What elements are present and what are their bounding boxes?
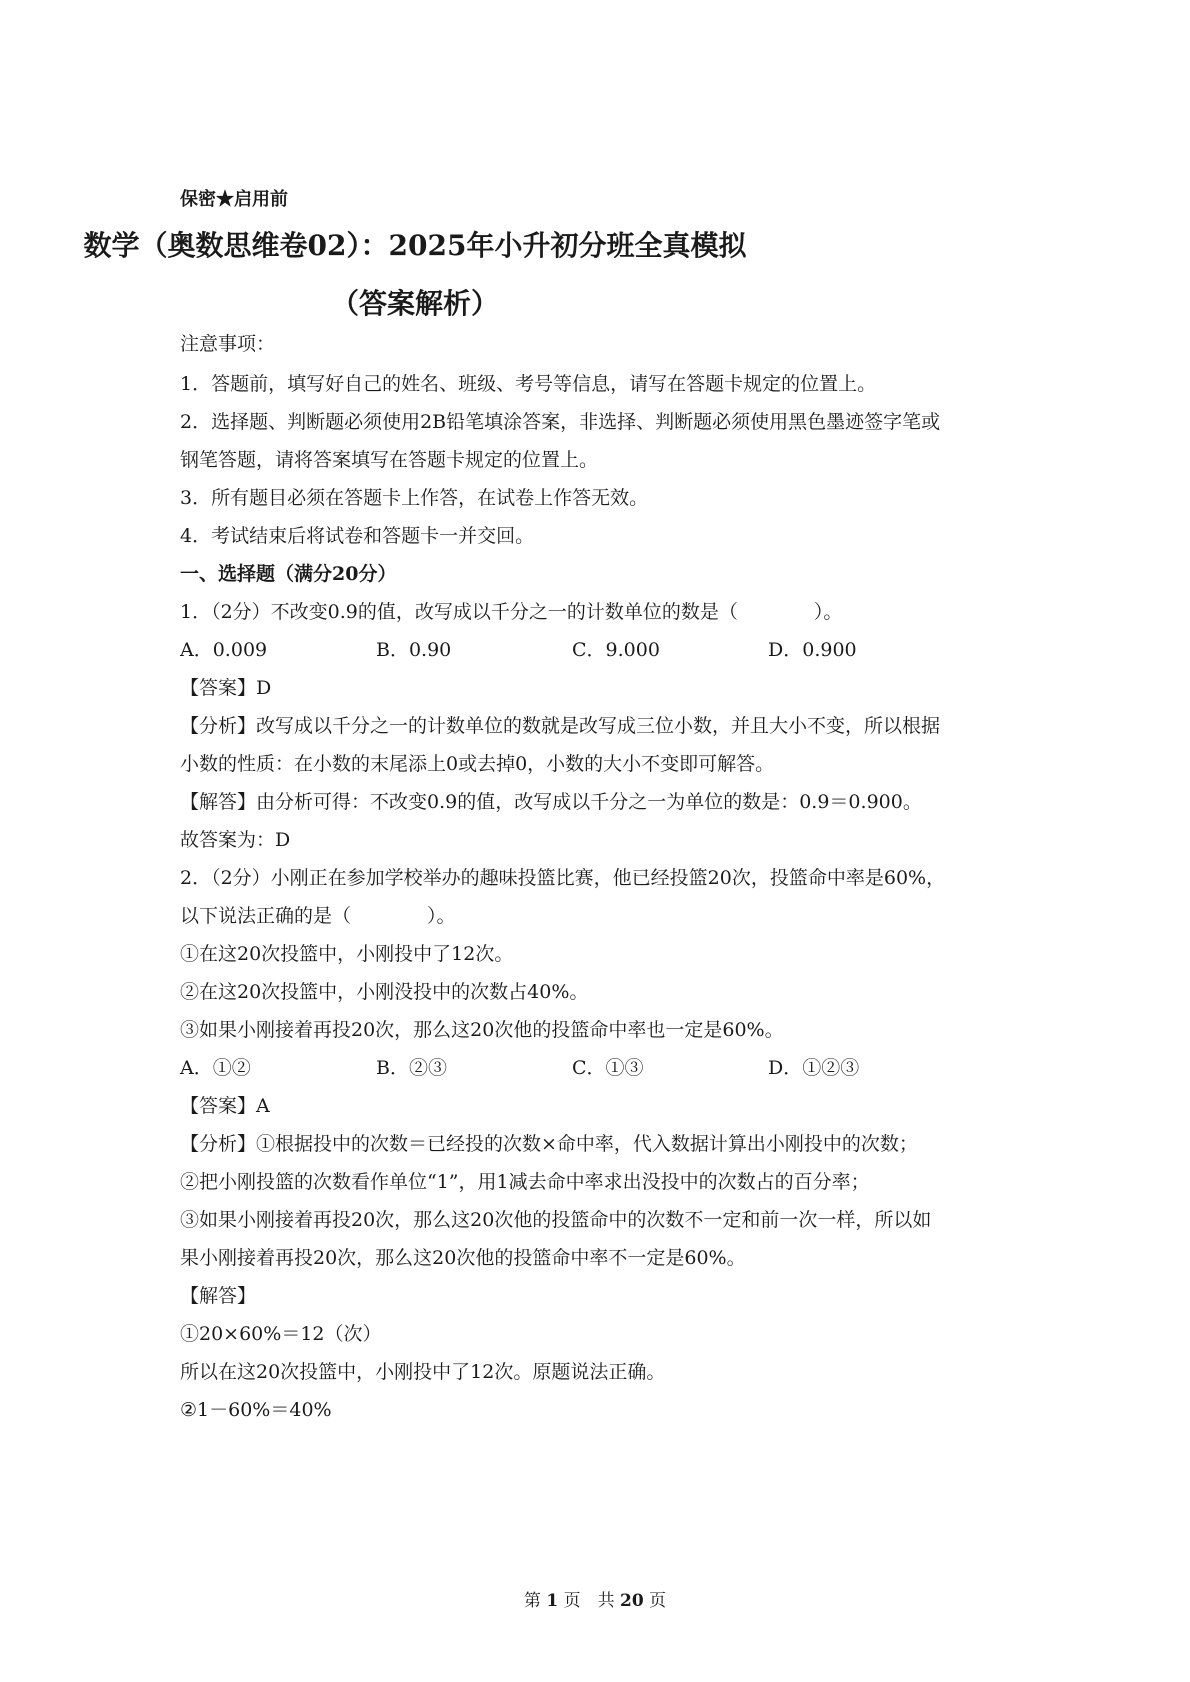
q2-answer: 【答案】A [180,1095,270,1117]
q2-statement: ②在这20次投篮中，小刚没投中的次数占40%。 [180,981,589,1003]
q1-solution: 【解答】由分析可得：不改变0.9的值，改写成以千分之一为单位的数是：0.9＝0.900。 [180,791,922,813]
q2-option-a: A．①② [180,1057,251,1079]
q1-option-c: C．9.000 [572,639,660,661]
footer-middle: 页 共 [563,1591,615,1611]
q1-analysis: 【分析】改写成以千分之一的计数单位的数就是改写成三位小数，并且大小不变，所以根据 [180,715,941,737]
note-item: 3．所有题目必须在答题卡上作答，在试卷上作答无效。 [180,487,649,509]
q2-analysis: ③如果小刚接着再投20次，那么这20次他的投篮命中的次数不一定和前一次一样，所以如 [180,1209,932,1231]
q2-solution: ①20×60%＝12（次） [180,1323,382,1345]
note-item: 钢笔答题，请将答案填写在答题卡规定的位置上。 [180,449,599,471]
confidential-label: 保密★启用前 [180,189,288,210]
q1-stem: 1．（2分）不改变0.9的值，改写成以千分之一的计数单位的数是（ ）。 [180,601,843,623]
note-item: 4．考试结束后将试卷和答题卡一并交回。 [180,525,535,547]
doc-title: 数学（奥数思维卷02）：2025年小升初分班全真模拟 [83,229,747,262]
footer-page-number: 1 [546,1591,559,1611]
q2-solution: ②1－60%＝40% [180,1399,332,1421]
q1-analysis: 小数的性质：在小数的末尾添上0或去掉0，小数的大小不变即可解答。 [180,753,775,775]
q2-analysis: 果小刚接着再投20次，那么这20次他的投篮命中率不一定是60%。 [180,1247,746,1269]
notes-heading: 注意事项： [180,333,276,355]
q2-statement: ③如果小刚接着再投20次，那么这20次他的投篮命中率也一定是60%。 [180,1019,784,1041]
note-item: 2．选择题、判断题必须使用2B铅笔填涂答案，非选择、判断题必须使用黑色墨迹签字笔或 [180,411,941,433]
q2-option-d: D．①②③ [768,1057,860,1079]
page-footer [0,1586,1190,1611]
q2-analysis: ②把小刚投篮的次数看作单位“1”，用1减去命中率求出没投中的次数占的百分率； [180,1171,870,1193]
q2-statement: ①在这20次投篮中，小刚投中了12次。 [180,943,514,965]
q1-answer: 【答案】D [180,677,272,699]
q2-analysis: 【分析】①根据投中的次数＝已经投的次数×命中率，代入数据计算出小刚投中的次数； [180,1133,918,1155]
q1-option-a: A．0.009 [180,639,268,661]
footer-suffix: 页 [649,1591,667,1611]
footer-total-pages: 20 [619,1591,644,1611]
q1-option-b: B．0.90 [376,639,452,661]
q2-solution: 所以在这20次投篮中，小刚投中了12次。原题说法正确。 [180,1361,666,1383]
q1-option-d: D．0.900 [768,639,857,661]
note-item: 1．答题前，填写好自己的姓名、班级、考号等信息，请写在答题卡规定的位置上。 [180,373,877,395]
section-title: 一、选择题（满分20分） [180,563,397,585]
doc-subtitle: （答案解析） [330,287,499,320]
q2-stem: 以下说法正确的是（ ）。 [180,905,456,927]
q2-solution: 【解答】 [180,1285,257,1307]
q1-solution: 故答案为：D [180,829,291,851]
q2-stem: 2．（2分）小刚正在参加学校举办的趣味投篮比赛，他已经投篮20次，投篮命中率是60%， [180,867,946,889]
q2-option-c: C．①③ [572,1057,644,1079]
footer-prefix: 第 [523,1591,541,1611]
q2-option-b: B．②③ [376,1057,447,1079]
